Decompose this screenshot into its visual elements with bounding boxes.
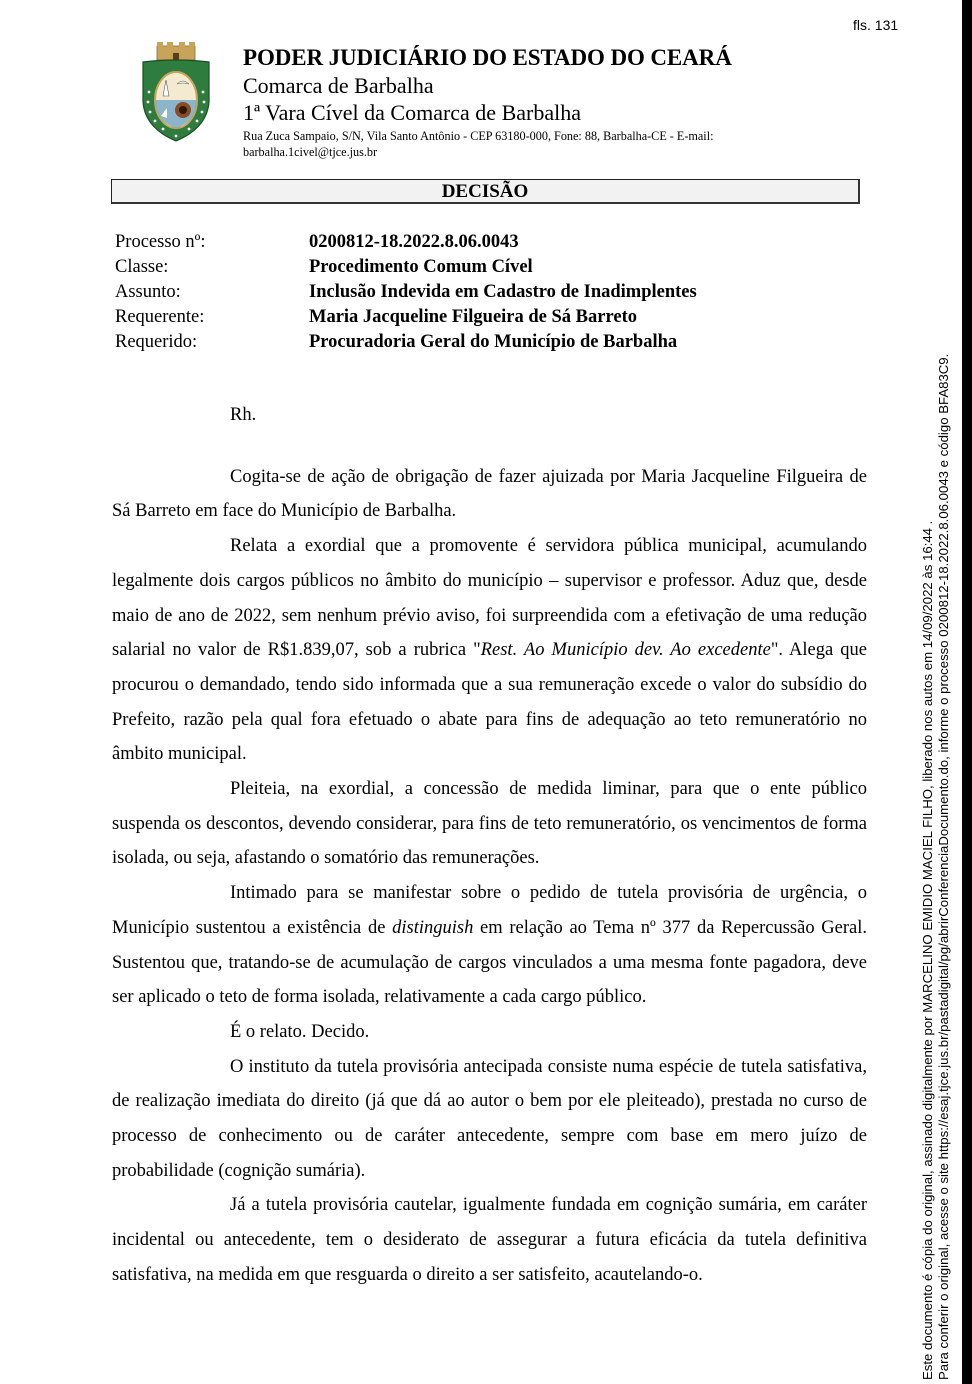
- crest-crown: [157, 42, 195, 60]
- case-info-label: Processo nº:: [115, 232, 206, 252]
- paragraph: É o relato. Decido.: [230, 1021, 370, 1042]
- court-header: [243, 44, 732, 160]
- paragraph: O instituto da tutela provisória antecipada consiste numa espécie de tutela satisfativa, de realização imediata do direito (já que dá ao autor o bem por ele pleiteado), prestada no curso de processo de conhecimento ou de caráter antecedente, sempre com base em mero juízo de probabilidade (cognição sumária).: [112, 1056, 867, 1181]
- case-info-label: Assunto:: [115, 282, 181, 302]
- case-info: [115, 230, 697, 355]
- case-defendant: Procuradoria Geral do Município de Barbalha: [309, 332, 678, 352]
- court-title: PODER JUDICIÁRIO DO ESTADO DO CEARÁ: [243, 45, 732, 70]
- decision-body: [112, 398, 867, 1293]
- case-info-row: [115, 330, 697, 355]
- paragraph-text: Relata a exordial que a promovente é servidora pública municipal, acumulando legalmente dois cargos públicos no âmbito do município – supervisor e professor. Aduz que, desde maio de ano de 2022, sem nenhum prévio aviso, foi surpreendida com a efetivação de uma redução salarial no valor de R$1.839,07, sob a rubrica ": [112, 536, 867, 661]
- case-info-label: Classe:: [115, 257, 169, 277]
- address-line-1: Rua Zuca Sampaio, S/N, Vila Santo Antônio - CEP 63180-000, Fone: 88, Barbalha-CE - E-mail:: [243, 129, 714, 143]
- paragraph: Pleiteia, na exordial, a concessão de medida liminar, para que o ente público suspenda os descontos, devendo considerar, para fins de teto remuneratório, os vencimentos de forma isolada, ou seja, afastando o somatório das remunerações.: [112, 779, 867, 869]
- paragraph-text: ". Alega que procurou o demandado, tendo sido informada que a sua remuneração excede o valor do subsídio do Prefeito, razão pela qual fora efetuado o abate para fins de adequação ao teto remuneratório no âmbito municipal.: [112, 640, 867, 765]
- case-class: Procedimento Comum Cível: [309, 257, 533, 277]
- address-line-2: barbalha.1civel@tjce.jus.br: [243, 145, 378, 159]
- paragraph: Já a tutela provisória cautelar, igualmente fundada em cognição sumária, em caráter incidental ou antecedente, tem o desiderato de assegurar a futura eficácia da tutela definitiva satisfativa, na medida em que resguarda o direito a ser satisfeito, acautelando-o.: [112, 1195, 867, 1285]
- paragraph: [112, 529, 867, 772]
- court-address: [243, 128, 732, 160]
- case-info-row: [115, 280, 697, 305]
- document-type-heading: DECISÃO: [111, 179, 860, 204]
- case-number: 0200812-18.2022.8.06.0043: [309, 232, 519, 252]
- signature-note-line-2: Para conferir o original, acesse o site https://esaj.tjce.jus.br/pastadigital/pg/abrirConferenciaDocumento.do, informe o processo 0200812-18.2022.8.06.0043 e código BFA83C9.: [936, 353, 951, 1380]
- paragraph-text: Intimado para se manifestar sobre o pedido de tutela provisória de urgência, o Município sustentou a existência de: [112, 883, 867, 938]
- case-info-row: [115, 255, 697, 280]
- page-number: fls. 131: [853, 17, 899, 33]
- case-info-label: Requerente:: [115, 307, 205, 327]
- ceara-coat-of-arms-icon: [137, 40, 215, 144]
- signature-note-line-1: Este documento é cópia do original, assinado digitalmente por MARCELINO EMIDIO MACIEL FILHO, liberado nos autos em 14/09/2022 às 16:44 .: [920, 520, 935, 1380]
- opening-paragraph: Rh.: [230, 405, 257, 425]
- italic-rubric: Rest. Ao Município dev. Ao excedente: [480, 640, 771, 661]
- case-subject: Inclusão Indevida em Cadastro de Inadimplentes: [309, 282, 697, 302]
- case-plaintiff: Maria Jacqueline Filgueira de Sá Barreto: [309, 307, 637, 327]
- vara-name: 1ª Vara Cível da Comarca de Barbalha: [243, 100, 581, 125]
- paragraph: Cogita-se de ação de obrigação de fazer ajuizada por Maria Jacqueline Filgueira de Sá Barreto em face do Município de Barbalha.: [112, 466, 867, 522]
- paragraph-text: em relação ao Tema nº 377 da Repercussão Geral. Sustentou que, tratando-se de acumulação de cargos vinculados a uma mesma fonte pagadora, deve ser aplicado o teto de forma isolada, relativamente a cada cargo público.: [112, 917, 868, 1008]
- case-info-row: [115, 230, 697, 255]
- comarca-name: Comarca de Barbalha: [243, 73, 434, 98]
- page-edge-bar: [962, 0, 972, 1384]
- paragraph: [112, 876, 867, 1015]
- italic-term: distinguish: [392, 917, 474, 938]
- case-info-row: [115, 305, 697, 330]
- digital-signature-note: [920, 10, 952, 1380]
- case-info-label: Requerido:: [115, 332, 198, 352]
